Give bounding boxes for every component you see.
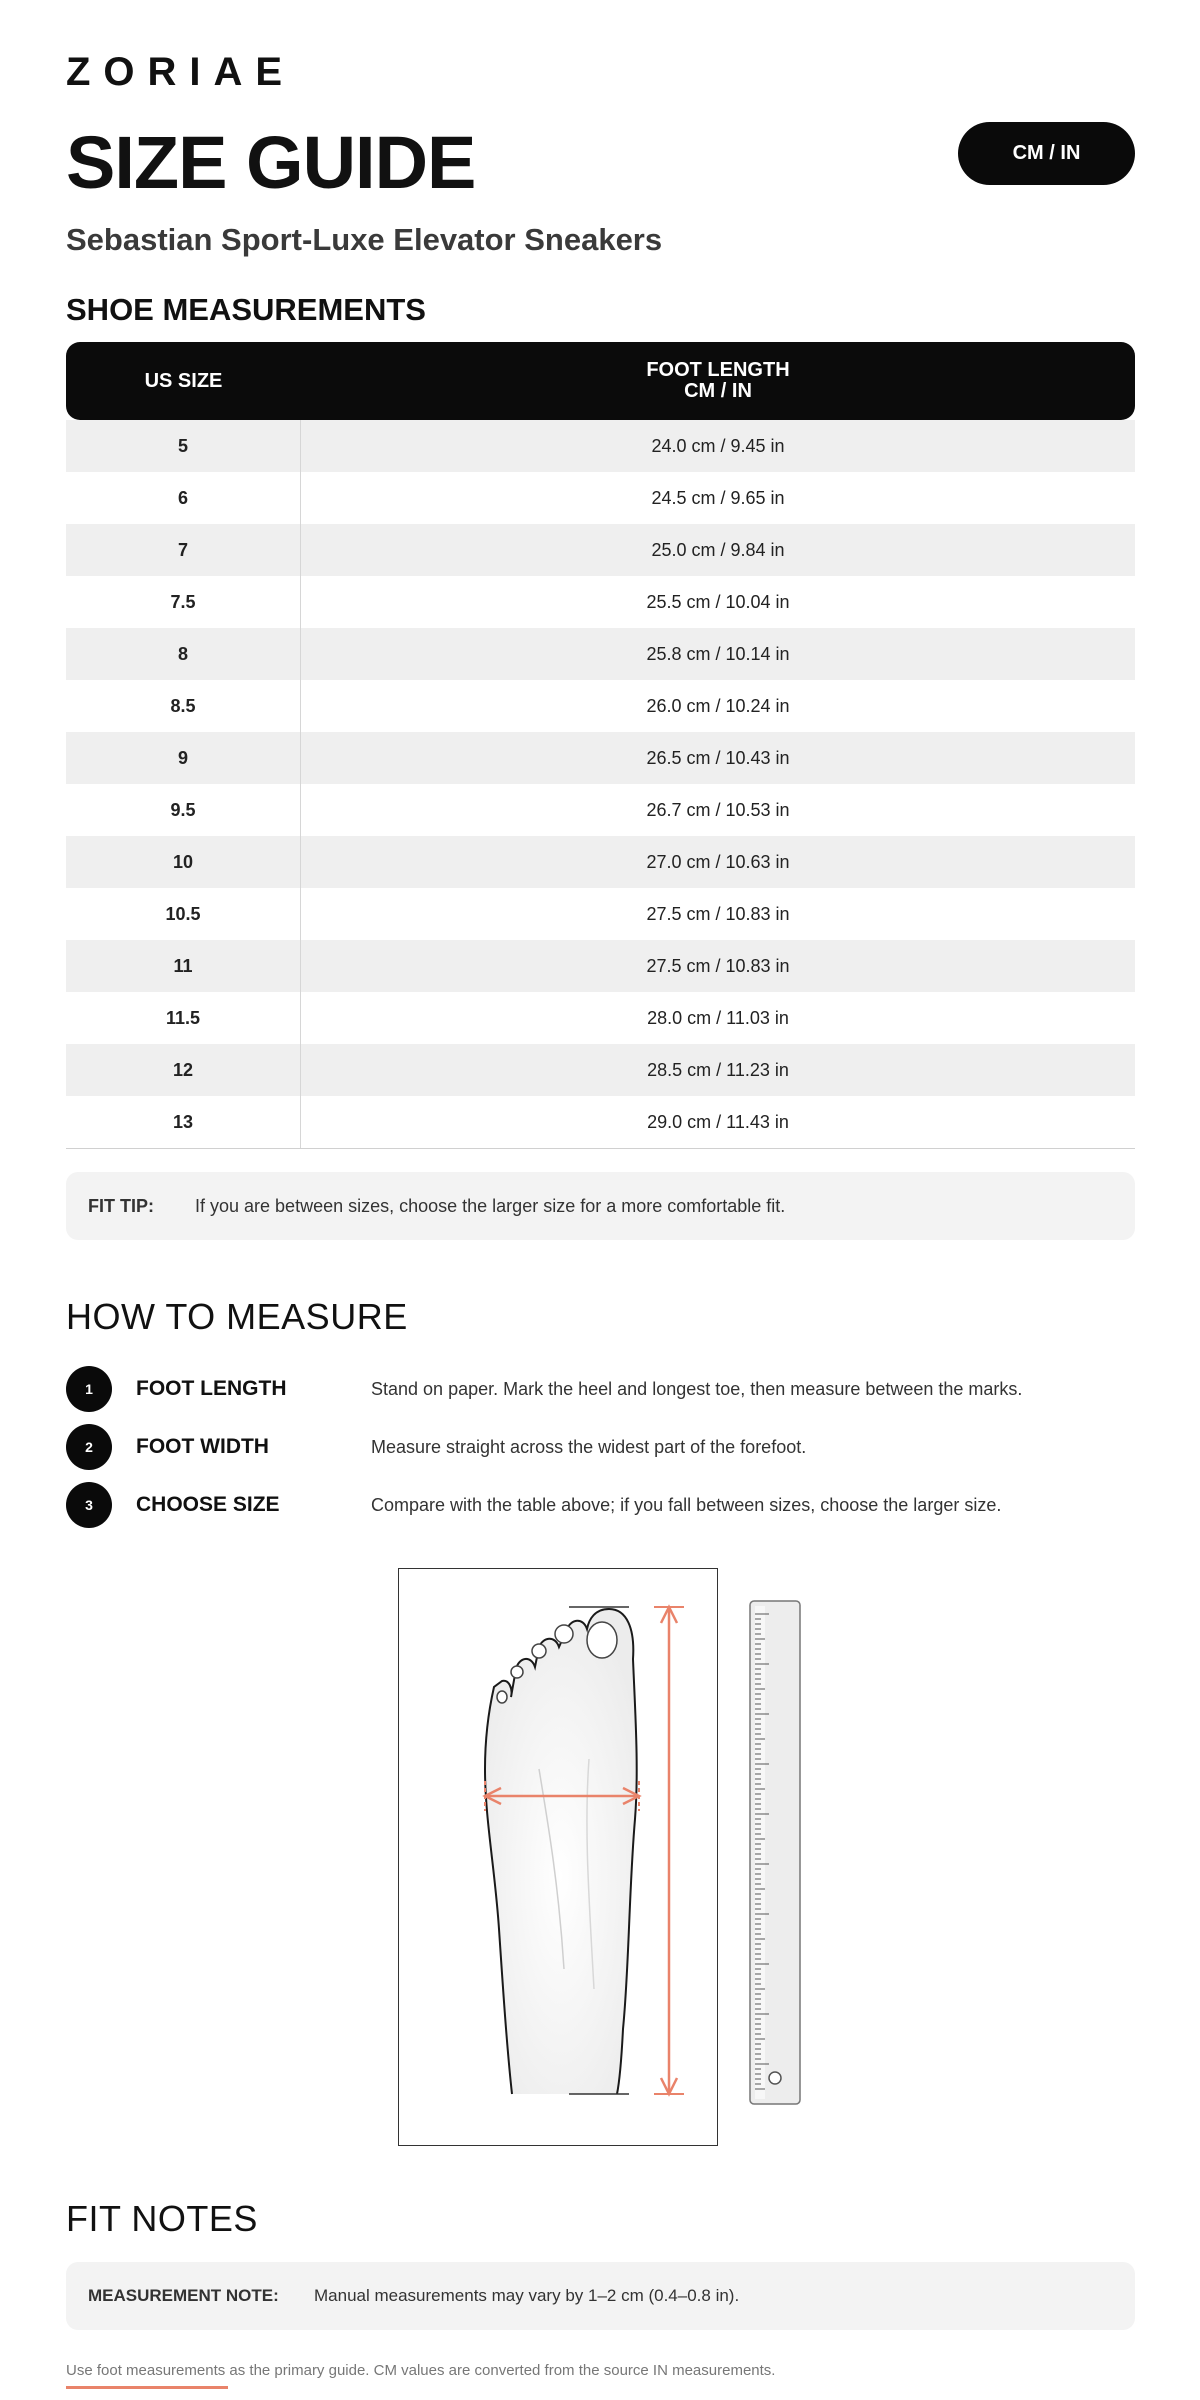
length-cell: 25.0 cm / 9.84 in xyxy=(651,539,785,560)
size-cell: 9 xyxy=(66,732,301,784)
table-header xyxy=(66,342,1135,420)
length-cell: 26.0 cm / 10.24 in xyxy=(646,695,790,716)
step-description: Compare with the table above; if you fall between sizes, choose the larger size. xyxy=(371,1494,1002,1515)
size-table xyxy=(66,342,1135,1149)
length-cell: 26.7 cm / 10.53 in xyxy=(646,799,790,820)
size-cell: 11.5 xyxy=(66,992,301,1044)
measurement-note-box xyxy=(66,2262,1135,2330)
measurement-note-text: Manual measurements may vary by 1–2 cm (0.4–0.8 in). xyxy=(314,2286,740,2305)
table-row xyxy=(66,680,1135,732)
shoe-measurements-heading: SHOE MEASUREMENTS xyxy=(66,292,426,327)
unit-toggle-button[interactable]: CM / IN xyxy=(958,122,1135,185)
step-choose-size xyxy=(66,1482,1135,1528)
table-row xyxy=(66,784,1135,836)
step-number: 3 xyxy=(66,1482,112,1528)
length-cell: 25.5 cm / 10.04 in xyxy=(646,591,790,612)
how-to-measure-heading: HOW TO MEASURE xyxy=(66,1296,408,1337)
col-header-foot-length xyxy=(301,342,1135,420)
step-description: Measure straight across the widest part of the forefoot. xyxy=(371,1436,807,1457)
length-cell: 28.5 cm / 11.23 in xyxy=(647,1059,789,1080)
size-cell: 7.5 xyxy=(66,576,301,628)
product-name: Sebastian Sport-Luxe Elevator Sneakers xyxy=(66,222,663,257)
step-name: FOOT LENGTH xyxy=(136,1377,287,1400)
size-cell: 7 xyxy=(66,524,301,576)
size-cell: 8.5 xyxy=(66,680,301,732)
length-cell: 28.0 cm / 11.03 in xyxy=(647,1007,789,1028)
size-cell: 8 xyxy=(66,628,301,680)
foot-measurement-illustration xyxy=(398,1568,718,2146)
size-cell: 5 xyxy=(66,420,301,472)
table-row xyxy=(66,1096,1135,1148)
table-row xyxy=(66,420,1135,472)
col-header-foot-length-label: FOOT LENGTH xyxy=(646,359,790,381)
step-number: 2 xyxy=(66,1424,112,1470)
footer-accent-line xyxy=(66,2386,228,2389)
table-row xyxy=(66,940,1135,992)
size-cell: 12 xyxy=(66,1044,301,1096)
ruler-icon xyxy=(749,1600,801,2105)
fit-tip-box xyxy=(66,1172,1135,1240)
table-body xyxy=(66,420,1135,1149)
page-title: SIZE GUIDE xyxy=(66,121,476,204)
length-cell: 27.0 cm / 10.63 in xyxy=(646,851,790,872)
size-cell: 9.5 xyxy=(66,784,301,836)
table-row xyxy=(66,524,1135,576)
brand-logo: ZORIAE xyxy=(66,50,296,94)
table-row xyxy=(66,836,1135,888)
table-row xyxy=(66,1044,1135,1096)
footer-note: Use foot measurements as the primary guide. CM values are converted from the source IN measurements. xyxy=(66,2362,776,2379)
size-cell: 13 xyxy=(66,1096,301,1148)
fit-notes-heading: FIT NOTES xyxy=(66,2198,258,2239)
table-row xyxy=(66,992,1135,1044)
col-header-foot-length-units: CM / IN xyxy=(684,380,752,402)
step-name: CHOOSE SIZE xyxy=(136,1493,280,1516)
length-cell: 29.0 cm / 11.43 in xyxy=(647,1111,789,1132)
length-cell: 24.0 cm / 9.45 in xyxy=(651,435,785,456)
fit-tip-text: If you are between sizes, choose the larger size for a more comfortable fit. xyxy=(195,1195,786,1216)
length-cell: 27.5 cm / 10.83 in xyxy=(646,903,790,924)
length-cell: 26.5 cm / 10.43 in xyxy=(646,747,790,768)
step-name: FOOT WIDTH xyxy=(136,1435,269,1458)
step-foot-width xyxy=(66,1424,1135,1470)
length-cell: 27.5 cm / 10.83 in xyxy=(646,955,790,976)
table-row xyxy=(66,576,1135,628)
table-row xyxy=(66,732,1135,784)
size-cell: 11 xyxy=(66,940,301,992)
size-cell: 6 xyxy=(66,472,301,524)
length-cell: 25.8 cm / 10.14 in xyxy=(646,643,790,664)
col-header-us-size: US SIZE xyxy=(144,369,223,392)
table-row xyxy=(66,888,1135,940)
table-row xyxy=(66,472,1135,524)
measurement-note-label: MEASUREMENT NOTE: xyxy=(88,2286,279,2305)
step-description: Stand on paper. Mark the heel and longest toe, then measure between the marks. xyxy=(371,1378,1023,1399)
step-foot-length xyxy=(66,1366,1135,1412)
foot-icon xyxy=(399,1569,719,2147)
fit-tip-label: FIT TIP: xyxy=(88,1195,154,1216)
length-cell: 24.5 cm / 9.65 in xyxy=(651,487,785,508)
size-cell: 10 xyxy=(66,836,301,888)
table-row xyxy=(66,628,1135,680)
step-number: 1 xyxy=(66,1366,112,1412)
size-cell: 10.5 xyxy=(66,888,301,940)
